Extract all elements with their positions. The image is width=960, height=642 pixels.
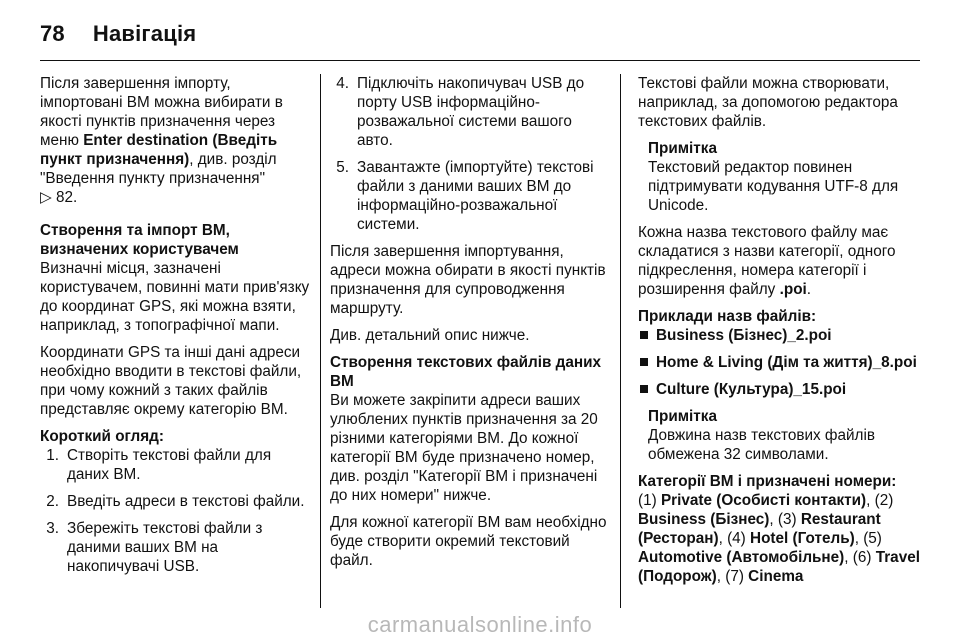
note-text: Довжина назв текстових файлів обмежена 32 символами. <box>648 427 876 463</box>
section-heading: Створення текстових файлів даних ВМ <box>330 354 602 390</box>
column-3 <box>638 74 920 594</box>
intro-paragraph: Після завершення імпорту, імпортовані ВМ можна вибирати в якості пунктів призначення через меню Enter destination (Введіть пункт призначення), див. розділ "Введення пункту призначення" ▷ 82. <box>40 75 283 206</box>
list-item: 5. Завантажте (імпортуйте) текстові файли з даними ваших ВМ до інформаційно-розважальної системи. <box>336 159 594 233</box>
categories-heading: Категорії ВМ і призначені номери: <box>638 473 897 490</box>
steps-list <box>40 446 312 576</box>
list-item: Culture (Культура)_15.poi <box>638 380 920 399</box>
paragraph: Після завершення імпортування, адреси можна обирати в якості пунктів призначення для супроводження маршруту. <box>330 243 606 317</box>
header-divider <box>40 60 920 61</box>
page-ref: 82. <box>56 189 78 206</box>
file-extension: .poi <box>779 281 807 298</box>
column-divider-1 <box>320 74 321 608</box>
list-item: 1. Створіть текстові файли для даних ВМ. <box>46 447 272 483</box>
note-text: Текстовий редактор повинен підтримувати кодування UTF-8 для Unicode. <box>648 159 899 214</box>
page-ref-icon: ▷ <box>40 189 52 206</box>
list-item: 2. Введіть адреси в текстові файли. <box>46 493 305 510</box>
paragraph: Кожна назва текстового файлу має складатися з назви категорії, одного підкреслення, номера категорії і розширення файлу .poi. <box>638 224 896 298</box>
list-item: Home & Living (Дім та життя)_8.poi <box>638 353 920 372</box>
examples-list <box>638 326 920 399</box>
note <box>648 407 920 464</box>
column-1 <box>40 74 312 584</box>
section-heading: Створення та імпорт ВМ, визначених користувачем <box>40 222 239 258</box>
note-title: Примітка <box>648 140 717 157</box>
column-divider-2 <box>620 74 621 608</box>
list-item: Business (Бізнес)_2.poi <box>638 326 920 345</box>
note-title: Примітка <box>648 408 717 425</box>
paragraph: Ви можете закріпити адреси ваших улюблених пунктів призначення за 20 різними категоріями ВМ. До кожної категорії ВМ буде призначено номер, див. розділ "Категорії ВМ і призначені до них номери" нижче. <box>330 392 598 504</box>
paragraph: Для кожної категорії ВМ вам необхідно буде створити окремий текстовий файл. <box>330 514 607 569</box>
page-title: Навігація <box>92 21 197 46</box>
overview-heading: Короткий огляд: <box>40 428 164 445</box>
paragraph: Див. детальний опис нижче. <box>330 327 530 344</box>
examples-heading: Приклади назв файлів: <box>638 308 817 325</box>
paragraph: Визначні місця, зазначені користувачем, повинні мати прив'язку до координат GPS, які можна взяти, наприклад, з топографічної мапи. <box>40 260 310 334</box>
paragraph: Координати GPS та інші дані адреси необхідно вводити в текстові файли, при чому кожний з таких файлів представляє окрему категорію ВМ. <box>40 344 302 418</box>
list-item: 4. Підключіть накопичувач USB до порту USB інформаційно-розважальної системи вашого авто. <box>336 75 585 149</box>
square-bullet-icon <box>640 385 648 393</box>
categories-list: (1) Private (Особисті контакти), (2) Business (Бізнес), (3) Restaurant (Ресторан), (4) Hotel (Готель), (5) Automotive (Автомобільне), (6) Travel (Подорож), (7) Cinema <box>638 492 920 585</box>
menu-reference: Enter destination (Введіть пункт призначення) <box>40 132 278 168</box>
page-number: 78 <box>40 21 65 46</box>
note <box>648 139 920 215</box>
square-bullet-icon <box>640 331 648 339</box>
list-item: 3. Збережіть текстові файли з даними ваших ВМ на накопичувачі USB. <box>46 520 263 575</box>
steps-list <box>330 74 608 234</box>
column-2 <box>330 74 608 578</box>
page-header <box>40 14 196 54</box>
paragraph: Текстові файли можна створювати, наприклад, за допомогою редактора текстових файлів. <box>638 75 898 130</box>
watermark: carmanualsonline.info <box>367 612 593 637</box>
square-bullet-icon <box>640 358 648 366</box>
